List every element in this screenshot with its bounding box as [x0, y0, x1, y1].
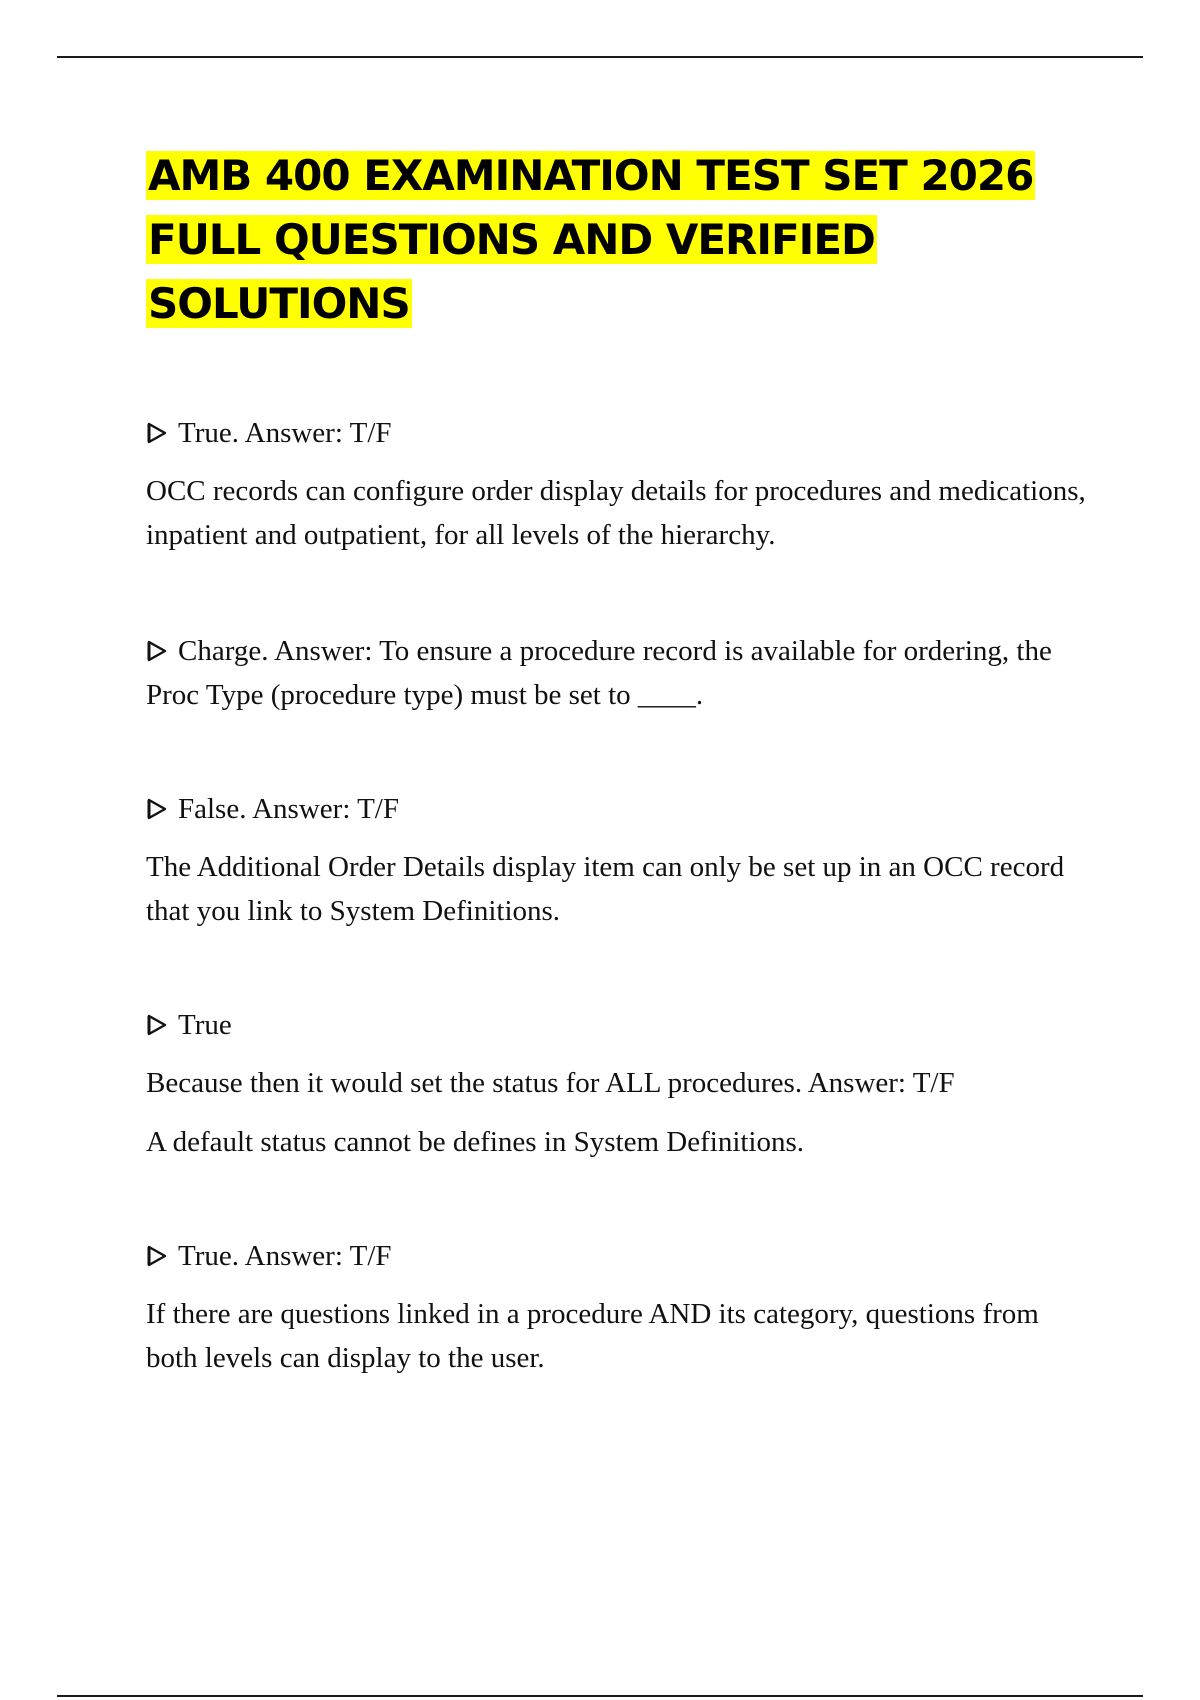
- arrow-right-outline-icon: [146, 1013, 168, 1037]
- answer-line: [146, 1234, 1086, 1278]
- question-text: Because then it would set the status for ALL procedures. Answer: T/F: [146, 1067, 955, 1099]
- question-text: OCC records can configure order display details for procedures and medications, inpatient and outpatient, for all levels of the hierarchy.: [146, 475, 1086, 551]
- arrow-right-outline-icon: [146, 639, 168, 663]
- bottom-rule: [57, 1695, 1143, 1697]
- answer-line: [146, 629, 1086, 717]
- answer-text: Charge. Answer: To ensure a procedure record is available for ordering, the Proc Type (procedure type) must be set to ____.: [146, 635, 1052, 711]
- qa-entry: [146, 411, 1086, 557]
- arrow-right-outline-icon: [146, 421, 168, 445]
- question-text: If there are questions linked in a procedure AND its category, questions from both levels can display to the user.: [146, 1298, 1039, 1374]
- top-rule: [57, 56, 1143, 58]
- qa-entry: [146, 787, 1086, 933]
- answer-text: True. Answer: T/F: [178, 1240, 392, 1272]
- question-text: A default status cannot be defines in System Definitions.: [146, 1126, 805, 1158]
- document-body: [146, 144, 1086, 1380]
- answer-text: True. Answer: T/F: [178, 417, 392, 449]
- qa-entry: [146, 1003, 1086, 1164]
- answer-line: [146, 411, 1086, 455]
- qa-entry: [146, 1234, 1086, 1380]
- arrow-right-outline-icon: [146, 1244, 168, 1268]
- arrow-right-outline-icon: [146, 797, 168, 821]
- answer-text: True: [178, 1009, 232, 1041]
- question-text: The Additional Order Details display item can only be set up in an OCC record that you link to System Definitions.: [146, 851, 1065, 927]
- qa-entry: [146, 629, 1086, 717]
- document-title-text: AMB 400 EXAMINATION TEST SET 2026 FULL QUESTIONS AND VERIFIED SOLUTIONS: [148, 151, 1034, 328]
- answer-text-block: [146, 629, 1086, 717]
- answer-line: [146, 1003, 1086, 1047]
- answer-line: [146, 787, 1086, 831]
- document-title: [146, 144, 1086, 336]
- answer-text: False. Answer: T/F: [178, 793, 399, 825]
